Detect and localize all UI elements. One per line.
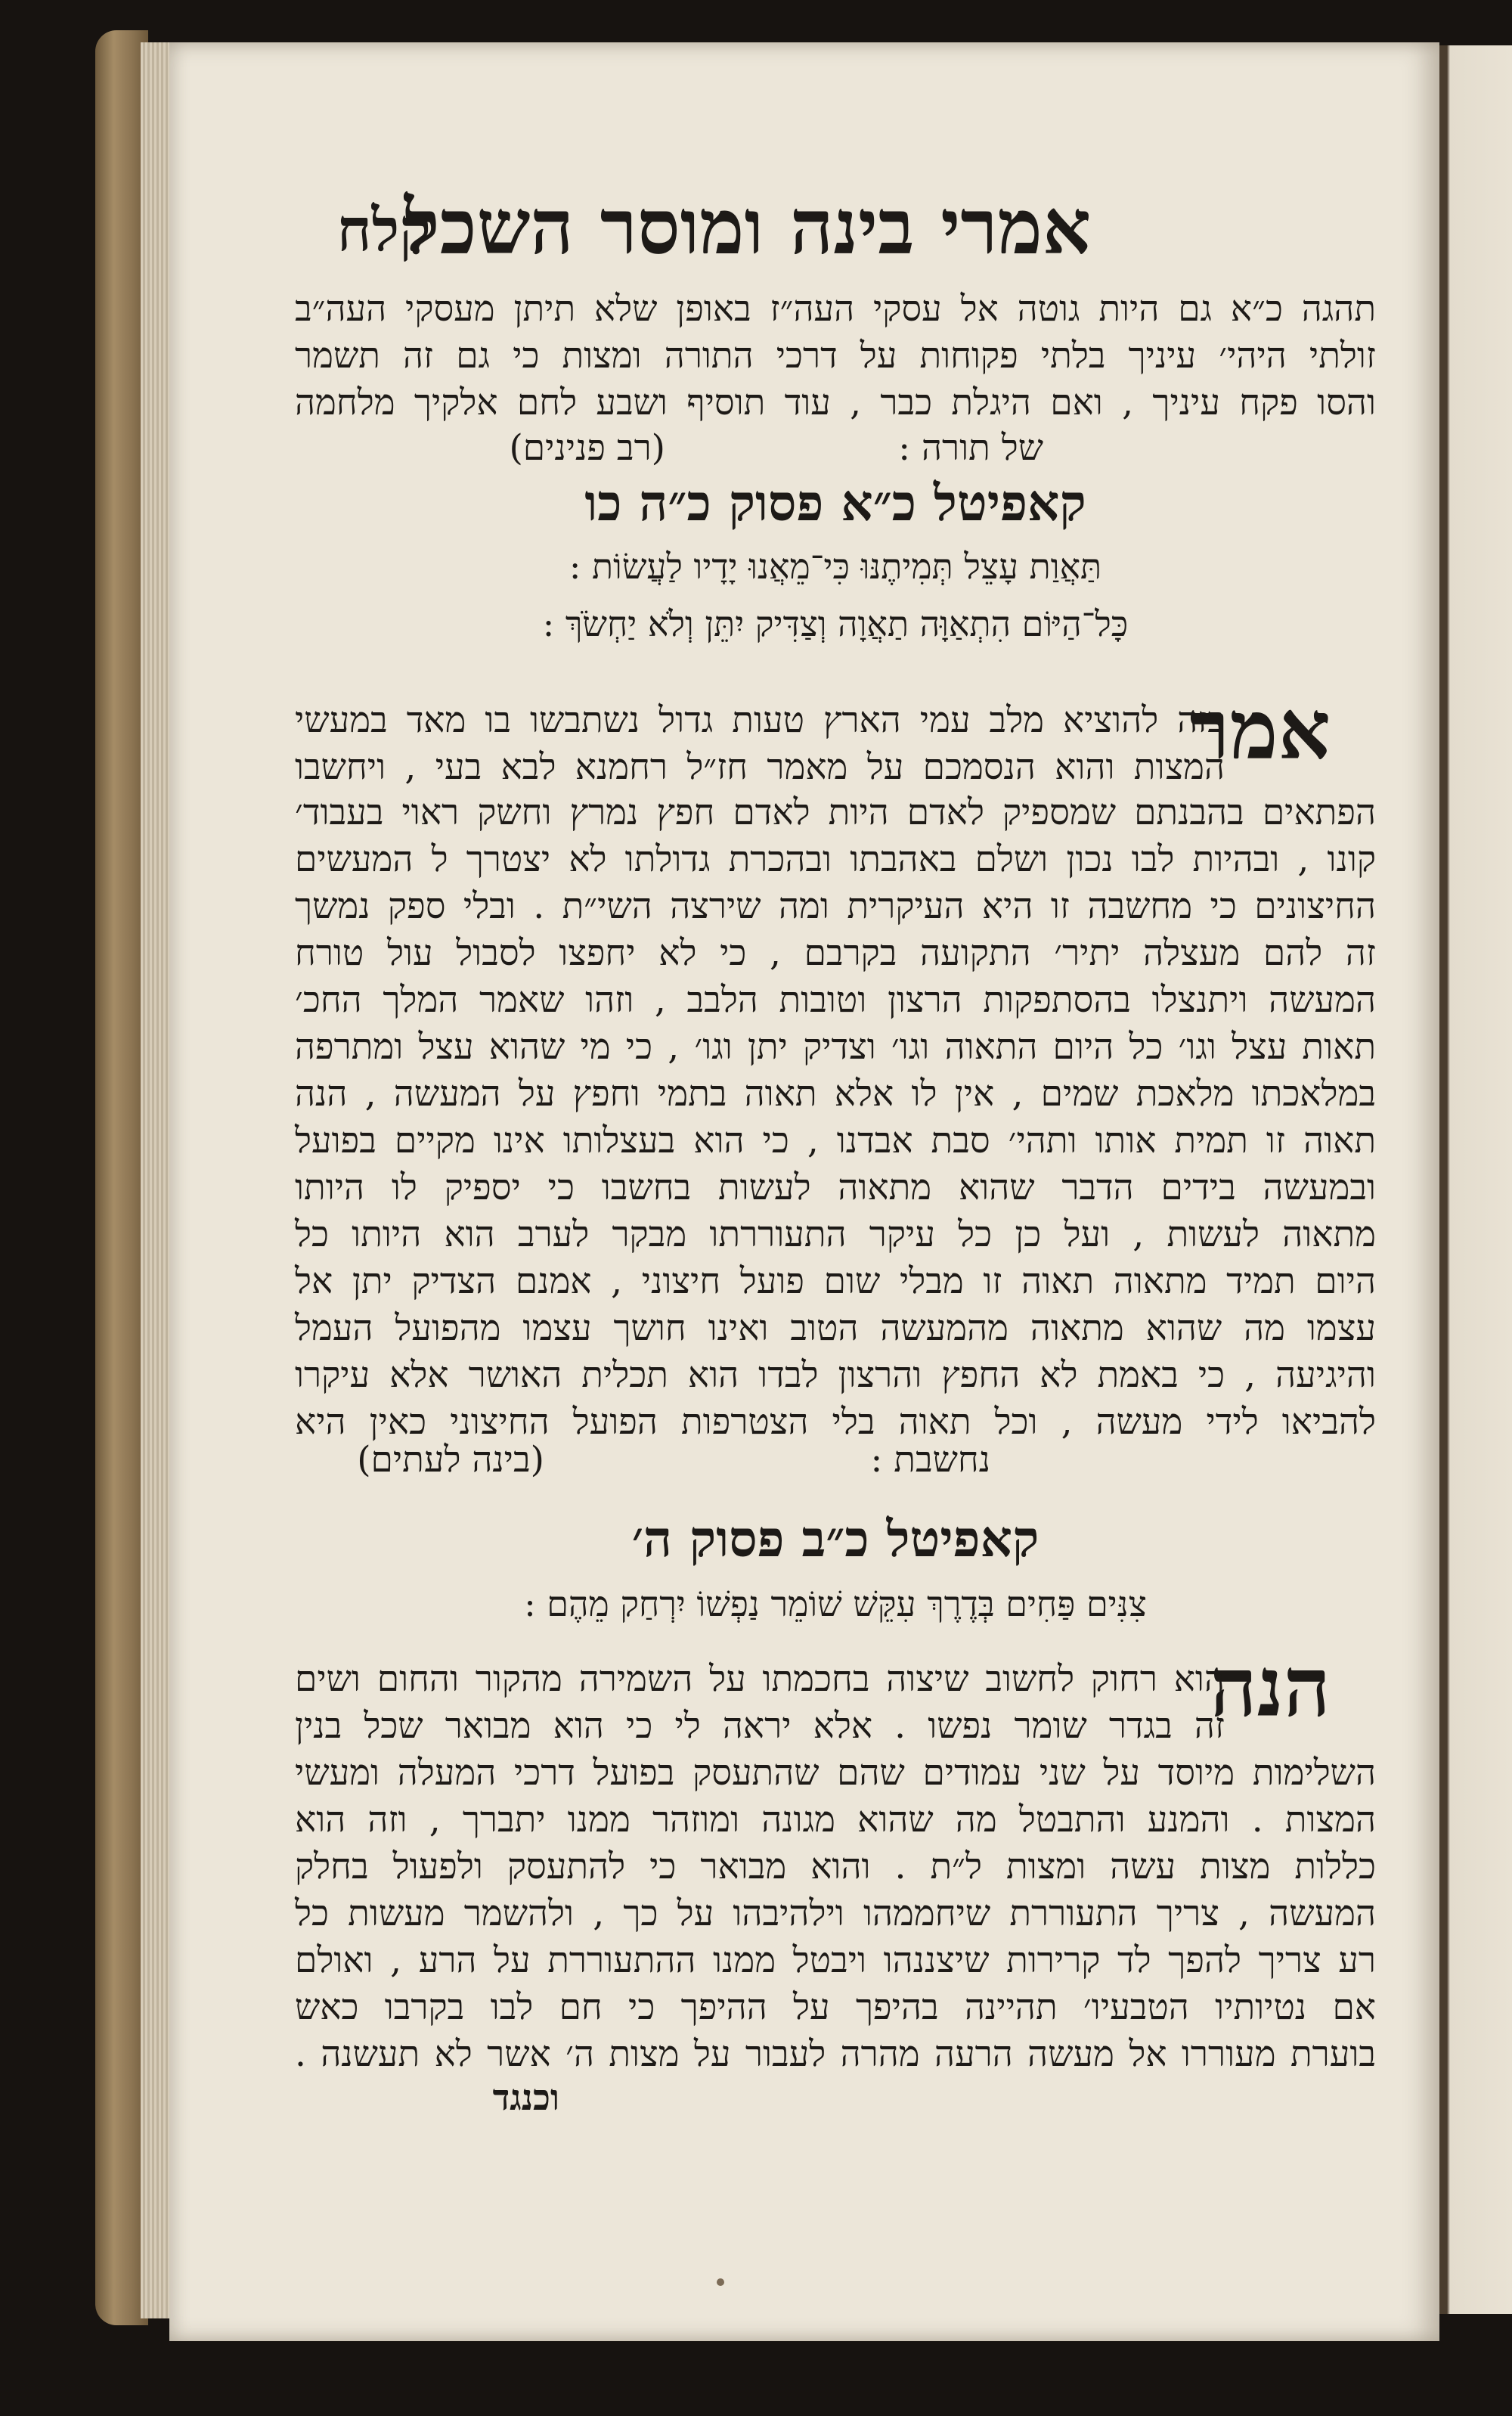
text-line: ובמעשה בידים הדבר שהוא מתאוה לעשות בחשבו כי יספיק לו היותו (295, 1167, 1376, 1208)
text-line: נחשבת : (870, 1439, 990, 1481)
text-line: תאות עצל וגו׳ כל היום התאוה וגו׳ וצדיק יתן וגו׳ , כי מי שהוא עצל ומתרפה (295, 1026, 1376, 1068)
verse-line: צִנִּים פַּחִים בְּדֶרֶךְ עִקֵּשׁ שׁוֹמֵר נַפְשׁוֹ יִרְחַק מֵהֶם : (524, 1583, 1147, 1624)
text-line: בזה להוציא מלב עמי הארץ טעות גדול נשתבשו בו מאד במעשי (295, 699, 1225, 741)
text-line: המעשה ויתנצלו בהסתפקות הרצון וטובות הלבב , וזהו שאמר המלך החכ׳ (295, 979, 1376, 1021)
text-line: זה בגדר שומר נפשו . אלא יראה לי כי הוא מבואר שכל בנין (295, 1705, 1225, 1747)
text-line: להביאו לידי מעשה , וכל תאוה בלי הצטרפות הפועל החיצוני כאין היא (295, 1401, 1376, 1443)
text-line: עצמו מה שהוא מתאוה מהמעשה הטוב ואינו חושך עצמו מהפועל העמל (295, 1307, 1376, 1349)
text-line: רע צריך להפך לד קרירות שיצננהו ויבטל ממנו ההתעוררת על הרע , ואולם (295, 1940, 1376, 1981)
text-line: החיצונים כי מחשבה זו היא העיקרית ומה שירצה השי״ת . ובלי ספק נמשך (295, 885, 1376, 927)
page-stack-edge (141, 42, 171, 2318)
text-line: אם נטיותיו הטבעיו׳ תהיינה בהיפך על ההיפך כי חם לבו בקרבו כאש (295, 1986, 1376, 2028)
running-title: אמרי בינה ומוסר השכל (404, 182, 1092, 271)
text-line: זה להם מעצלה יתיר׳ התקועה בקרבם , כי לא יחפצו לסבול עול טורח (295, 932, 1376, 974)
text-line: המצות . והמנע והתבטל מה שהוא מגונה ומוזהר ממנו יתברך , וזה הוא (295, 1799, 1376, 1841)
text-line: הפתאים בהבנתם שמספיק לאדם היות לאדם חפץ נמרץ וחשק ראוי בעבוד׳ (295, 792, 1376, 833)
verse-line: תַּאֲוַת עָצֵל תְּמִיתֶנּוּ כִּי־מֵאֲנוּ יָדָיו לַעֲשׂוֹת : (569, 546, 1102, 587)
text-line: השלימות מיוסד על שני עמודים שהם שהתעסק בפועל דרכי המעלה ומעשי (295, 1752, 1376, 1794)
text-line: תהגה כ״א גם היות גוטה אל עסקי העה״ז באופן שלא תיתן מעסקי העה״ב (295, 288, 1376, 330)
adjacent-page-edge (1439, 45, 1512, 2314)
text-line: בוערת מעוררו אל מעשה הרעה מהרה לעבור על מצות ה׳ אשר לא תעשנה . (295, 2033, 1376, 2075)
text-line: זולתי היהי׳ עיניך בלתי פקוחות על דרכי התורה ומצות כי גם זה תשמר (295, 335, 1376, 377)
folio-number: קלח (336, 196, 431, 265)
verse-line: כָּל־הַיּוֹם הִתְאַוָּה תַאֲוָה וְצַדִּיק יִתֵּן וְלֹא יַחְשֹׂךְ : (542, 603, 1129, 644)
text-line: הוא רחוק לחשוב שיצוה בחכמתו על השמירה מהקור והחום ושים (295, 1658, 1225, 1700)
drop-cap-word: הנה (1210, 1640, 1331, 1735)
text-line: והסו פקח עיניך , ואם היגלת כבר , עוד תוסיף ושבע לחם אלקיך מלחמה (295, 382, 1376, 423)
text-line: של תורה : (898, 427, 1043, 469)
text-line: קונו , ובהיות לבו נכון ושלם באהבתו ובהכרת גדולתו לא יצטרך ל המעשים (295, 839, 1376, 880)
text-line: במלאכתו מלאכת שמים , אין לו אלא תאוה בתמי וחפץ על המעשה , הנה (295, 1073, 1376, 1115)
text-line: מתאוה לעשות , ועל כן כל עיקר התעוררתו מבקר לערב הוא היותו כל (295, 1214, 1376, 1255)
text-line: תאוה זו תמית אותו ותהי׳ סבת אבדנו , כי הוא בעצלותו אינו מקיים בפועל (295, 1120, 1376, 1161)
drop-cap-word: אמר (1189, 683, 1331, 778)
chapter-heading: קאפיטל כ״ב פסוק ה׳ (631, 1509, 1040, 1568)
text-line: כללות מצות עשה ומצות ל״ת . והוא מבואר כי להתעסק ולפעול בחלק (295, 1846, 1376, 1887)
catchword: וכנגד (492, 2077, 559, 2119)
source-citation: (בינה לעתים) (357, 1439, 544, 1481)
ink-speck (717, 2278, 724, 2286)
text-line: המצות והוא הנסמכם על מאמר חז״ל רחמנא לבא בעי , ויחשבו (295, 746, 1225, 788)
text-line: היום תמיד מתאוה תאוה זו מבלי שום פועל חיצוני , אמנם הצדיק יתן אל (295, 1261, 1376, 1302)
text-line: המעשה , צריך התעוררת שיחממהו וילהיבהו על כך , ולהשמר מעשות כל (295, 1893, 1376, 1934)
chapter-heading: קאפיטל כ״א פסוק כ״ה כו (584, 473, 1086, 532)
source-citation: (רב פנינים) (509, 427, 665, 469)
text-line: והיגיעה , כי באמת לא החפץ והרצון לבדו הוא תכלית האושר אלא עיקרו (295, 1354, 1376, 1396)
